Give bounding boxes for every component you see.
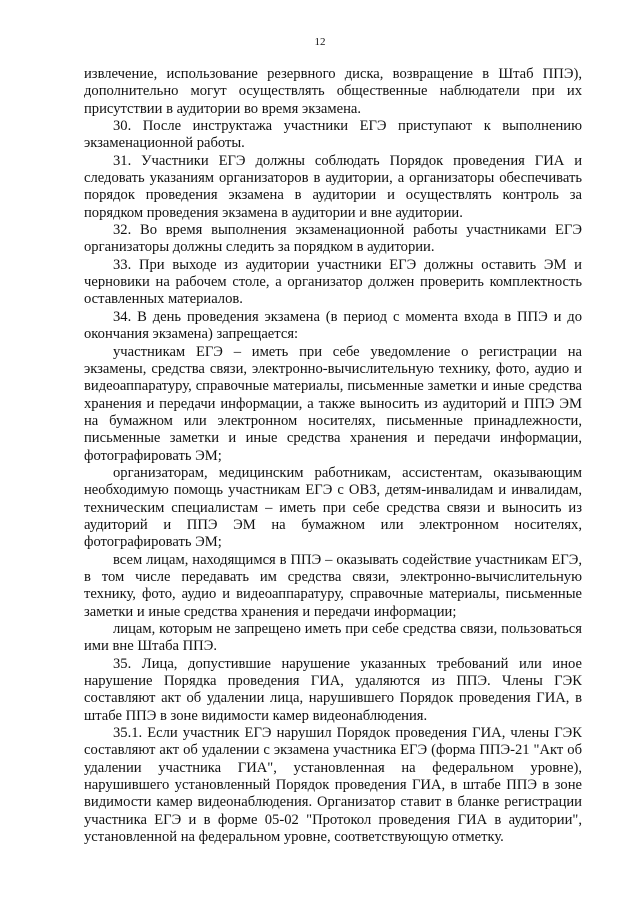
paragraph: 32. Во время выполнения экзаменационной работы участниками ЕГЭ организаторы должны следить за порядком в аудитории. <box>84 222 582 256</box>
paragraph: организаторам, медицинским работникам, ассистентам, оказывающим необходимую помощь участникам ЕГЭ с ОВЗ, детям-инвалидам и инвалидам, техническим специалистам – иметь при себе средства связи и выносить из аудиторий и ППЭ ЭМ на бумажном или электронном носителях, фотографировать ЭМ; <box>84 464 582 551</box>
paragraph: 34. В день проведения экзамена (в период с момента входа в ППЭ и до окончания экзамена) запрещается: <box>84 308 582 343</box>
paragraph: всем лицам, находящимся в ППЭ – оказывать содействие участникам ЕГЭ, в том числе передавать им средства связи, электронно-вычислительную технику, фото, аудио и видеоаппаратуру, справочные материалы, письменные заметки и иные средства хранения и передачи информации; <box>84 551 582 620</box>
document-body <box>84 66 582 846</box>
paragraph: 35.1. Если участник ЕГЭ нарушил Порядок проведения ГИА, члены ГЭК составляют акт об удалении с экзамена участника ЕГЭ (форма ППЭ-21 "Акт об удалении участника ГИА", установленная на федеральном уровне), нарушившего установленный Порядок проведения ГИА, в штабе ППЭ в зоне видимости камер видеонаблюдения. Организатор ставит в бланке регистрации участника ЕГЭ и в форме 05-02 "Протокол проведения ГИА в аудитории", установленной на федеральном уровне, соответствующую отметку. <box>84 725 582 846</box>
paragraph: лицам, которым не запрещено иметь при себе средства связи, пользоваться ими вне Штаба ППЭ. <box>84 621 582 655</box>
paragraph: участникам ЕГЭ – иметь при себе уведомление о регистрации на экзамены, средства связи, электронно-вычислительную технику, фото, аудио и видеоаппаратуру, справочные материалы, письменные заметки и иные средства хранения и передачи информации, а также выносить из аудиторий и ППЭ ЭМ на бумажном или электронном носителях, письменные принадлежности, письменные заметки и иные средства хранения и передачи информации, фотографировать ЭМ; <box>84 343 582 464</box>
paragraph: 31. Участники ЕГЭ должны соблюдать Порядок проведения ГИА и следовать указаниям организаторов в аудитории, а организаторы обеспечивать порядок проведения экзамена в аудитории и осуществлять контроль за порядком проведения экзамена в аудитории и вне аудитории. <box>84 152 582 221</box>
page-number: 12 <box>314 36 326 48</box>
paragraph: 35. Лица, допустившие нарушение указанных требований или иное нарушение Порядка проведения ГИА, удаляются из ППЭ. Члены ГЭК составляют акт об удалении лица, нарушившего Порядок проведения ГИА, в штабе ППЭ в зоне видимости камер видеонаблюдения. <box>84 655 582 724</box>
paragraph: 30. После инструктажа участники ЕГЭ приступают к выполнению экзаменационной работы. <box>84 118 582 152</box>
paragraph: извлечение, использование резервного диска, возвращение в Штаб ППЭ), дополнительно могут осуществлять общественные наблюдатели при их присутствии в аудитории во время экзамена. <box>84 66 582 117</box>
paragraph: 33. При выходе из аудитории участники ЕГЭ должны оставить ЭМ и черновики на рабочем столе, а организатор должен проверить комплектность оставленных материалов. <box>84 256 582 308</box>
